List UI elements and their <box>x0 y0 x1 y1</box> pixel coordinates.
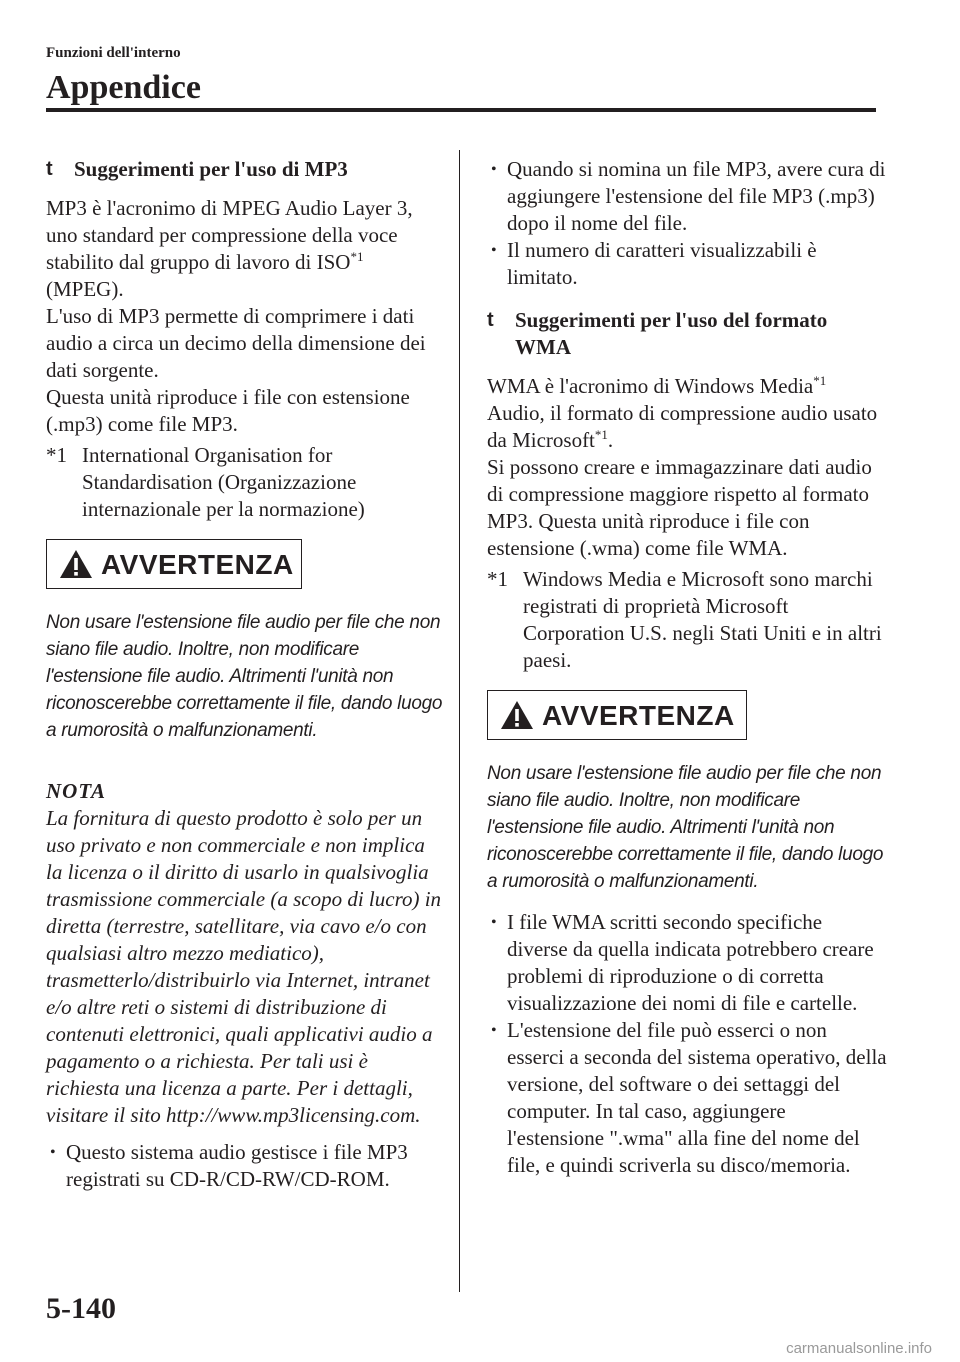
bullet-text: L'estensione del file può esserci o non esserci a seconda del sistema operativo, della versione, del software o dei settaggi del computer. In tal caso, aggiungere l'estensione ".wma" alla fine del nome del file, e quindi scriverla su disco/memoria. <box>507 1018 887 1177</box>
wma-intro <box>487 373 887 454</box>
watermark: carmanualsonline.info <box>786 1340 932 1357</box>
bullet-icon: • <box>491 914 497 931</box>
mp3-bullet-list <box>46 1139 444 1193</box>
mp3-heading <box>46 156 444 183</box>
bullet-icon: • <box>50 1144 56 1161</box>
bullet-icon: • <box>491 161 497 178</box>
list-item <box>46 1139 444 1193</box>
heading-marker-icon: t <box>46 158 53 180</box>
list-item <box>487 156 887 237</box>
bullet-text: Questo sistema audio gestisce i file MP3 registrati su CD-R/CD-RW/CD-ROM. <box>66 1140 408 1191</box>
footnote-ref: *1 <box>813 373 827 388</box>
mp3-footnote <box>46 442 444 523</box>
mp3-heading-text: Suggerimenti per l'uso di MP3 <box>74 157 348 181</box>
header-rule <box>46 108 876 112</box>
footnote-text: Windows Media e Microsoft sono marchi registrati di proprietà Microsoft Corporation U.S. negli Stati Uniti e in altri paesi. <box>523 567 882 672</box>
section-label: Funzioni dell'interno <box>46 45 181 61</box>
warning-title: AVVERTENZA <box>101 548 294 580</box>
warning-box <box>487 690 747 740</box>
list-item <box>487 237 887 291</box>
note-text: La fornitura di questo prodotto è solo per un uso privato e non commerciale e non implica la licenza o il diritto di usarlo in qualsivoglia trasmissione commerciale (a scopo di lucro) in diretta (terrestre, satellitare, via cavo e/o con qualsiasi altro mezzo mediatico), trasmetterlo/distribuirlo via Internet, intranet e/o altre reti o sistemi di distribuzione di contenuti elettronici, quali applicativi audio a pagamento o a richiesta. Per tali usi è richiesta una licenza a parte. Per i dettagli, visitare il sito http://www.mp3licensing.com. <box>46 806 442 1127</box>
mp3-intro-text: MP3 è l'acronimo di MPEG Audio Layer 3, uno standard per compressione della voce stabilito dal gruppo di lavoro di ISO <box>46 196 413 274</box>
warning-text: Non usare l'estensione file audio per file che non siano file audio. Inoltre, non modificare l'estensione file audio. Altrimenti l'unità non riconoscerebbe correttamente il file, dando luogo a rumorosità o malfunzionamenti. <box>46 612 443 741</box>
warning-title: AVVERTENZA <box>542 699 735 731</box>
wma-intro-mid: Audio, il formato di compressione audio usato da Microsoft <box>487 401 878 452</box>
footnote-ref: *1 <box>350 249 364 264</box>
footnote-mark: *1 <box>46 443 67 467</box>
warning-box <box>46 539 302 589</box>
left-column <box>46 156 444 1193</box>
wma-heading-text: Suggerimenti per l'uso del formato WMA <box>515 308 828 359</box>
mp3-intro <box>46 195 444 303</box>
column-divider <box>459 150 460 1292</box>
wma-bullet-list <box>487 909 887 1179</box>
bullet-text: Quando si nomina un file MP3, avere cura di aggiungere l'estensione del file MP3 (.mp3) dopo il nome del file. <box>507 157 886 235</box>
warning-text: Non usare l'estensione file audio per file che non siano file audio. Inoltre, non modificare l'estensione file audio. Altrimenti l'unità non riconoscerebbe correttamente il file, dando luogo a rumorosità o malfunzionamenti. <box>487 763 884 892</box>
mp3-tips-list <box>487 156 887 291</box>
mp3-intro-tail: (MPEG). <box>46 277 124 301</box>
list-item <box>487 909 887 1017</box>
heading-marker-icon: t <box>487 309 494 331</box>
bullet-text: I file WMA scritti secondo specifiche diverse da quella indicata potrebbero creare problemi di riproduzione o di corretta visualizzazione dei nomi di file e cartelle. <box>507 910 874 1015</box>
footnote-text: International Organisation for Standardisation (Organizzazione internazionale per la normazione) <box>82 443 365 521</box>
wma-compression-para: Si possono creare e immagazzinare dati audio di compressione maggiore rispetto al formato MP3. Questa unità riproduce i file con estensione (.wma) come file WMA. <box>487 455 872 560</box>
bullet-icon: • <box>491 242 497 259</box>
warning-triangle-icon <box>59 549 93 579</box>
chapter-title: Appendice <box>46 69 201 106</box>
bullet-icon: • <box>491 1022 497 1039</box>
footnote-ref: *1 <box>594 427 608 442</box>
note-title: NOTA <box>46 779 107 803</box>
bullet-text: Il numero di caratteri visualizzabili è limitato. <box>507 238 817 289</box>
wma-intro-text: WMA è l'acronimo di Windows Media <box>487 374 814 398</box>
wma-intro-tail: . <box>607 428 614 452</box>
list-item <box>487 1017 887 1179</box>
page-number: 5-140 <box>46 1292 116 1325</box>
wma-footnote <box>487 566 887 674</box>
mp3-compression-para: L'uso di MP3 permette di comprimere i dati audio a circa un decimo della dimensione dei dati sorgente. <box>46 304 426 382</box>
warning-triangle-icon <box>500 700 534 730</box>
right-column <box>487 156 887 1179</box>
page-header <box>46 44 876 108</box>
mp3-playback-para: Questa unità riproduce i file con estensione (.mp3) come file MP3. <box>46 385 410 436</box>
footnote-mark: *1 <box>487 567 508 591</box>
wma-heading <box>487 307 887 361</box>
